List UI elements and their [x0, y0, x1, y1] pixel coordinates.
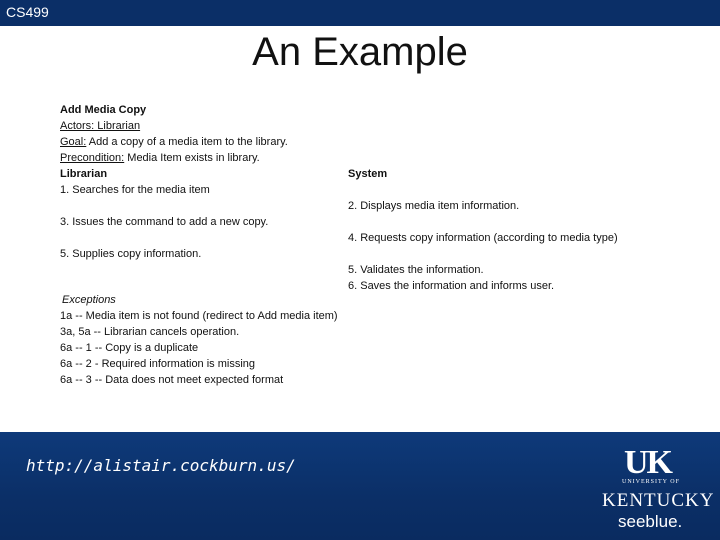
goal-text: Add a copy of a media item to the library. — [86, 136, 288, 148]
librarian-column-header: Librarian — [60, 168, 108, 180]
logo-kentucky-text: KENTUCKY — [602, 490, 715, 511]
exception-item: 3a, 5a -- Librarian cancels operation. — [60, 326, 240, 338]
use-case-name: Add Media Copy — [60, 104, 147, 116]
actors-line: Actors: Librarian — [60, 120, 141, 132]
step-2: 2. Displays media item information. — [348, 200, 520, 212]
step-5-system: 5. Validates the information. — [348, 264, 484, 276]
step-4: 4. Requests copy information (according to media type) — [348, 232, 618, 244]
slide-title: An Example — [252, 30, 468, 74]
top-bar — [0, 0, 720, 26]
step-1: 1. Searches for the media item — [60, 184, 210, 196]
reference-url[interactable]: http://alistair.cockburn.us/ — [26, 456, 296, 475]
precondition-label: Precondition: — [60, 152, 125, 164]
logo-tagline: seeblue. — [618, 512, 683, 531]
precondition-text: Media Item exists in library. — [124, 152, 260, 164]
exception-item: 6a -- 3 -- Data does not meet expected format — [60, 374, 284, 386]
exception-item: 6a -- 2 - Required information is missing — [60, 358, 256, 370]
exceptions-title: Exceptions — [62, 294, 116, 306]
step-6: 6. Saves the information and informs user. — [348, 280, 555, 292]
step-5-librarian: 5. Supplies copy information. — [60, 248, 202, 260]
goal-line — [60, 136, 288, 148]
goal-label: Goal: — [60, 136, 87, 148]
course-label: CS499 — [6, 4, 49, 20]
footer-bar — [0, 432, 720, 540]
exception-item: 1a -- Media item is not found (redirect to Add media item) — [60, 310, 338, 322]
step-3: 3. Issues the command to add a new copy. — [60, 216, 269, 228]
use-case-content — [60, 104, 660, 404]
logo-university-text: UNIVERSITY OF — [622, 479, 680, 485]
exception-item: 6a -- 1 -- Copy is a duplicate — [60, 342, 199, 354]
university-logo — [600, 444, 715, 536]
uk-mark: UK — [624, 444, 671, 481]
system-column-header: System — [348, 168, 388, 180]
precondition-line — [60, 152, 260, 164]
